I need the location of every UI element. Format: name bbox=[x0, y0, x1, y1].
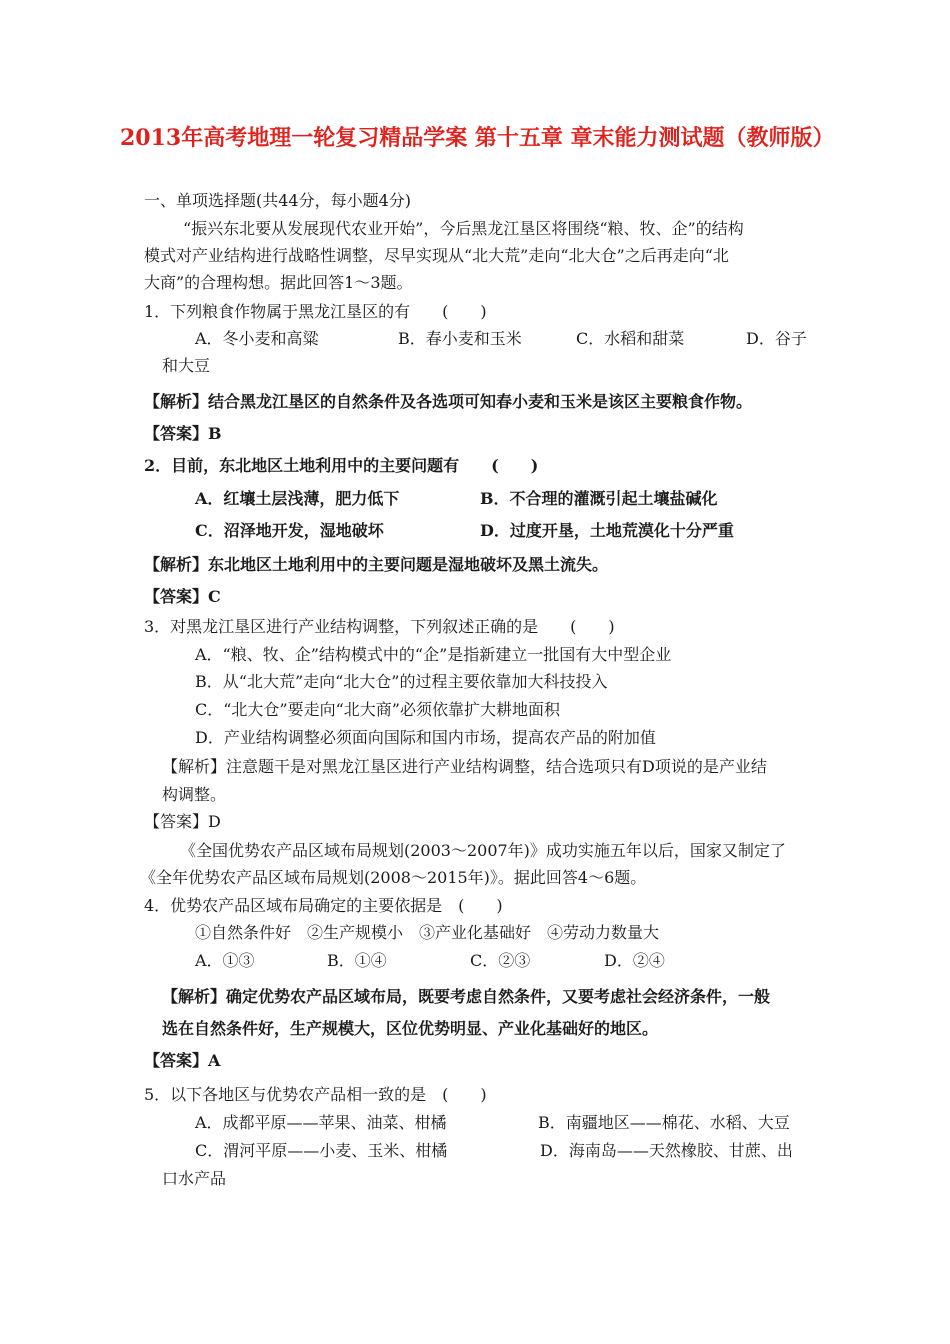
q2-option-b: B．不合理的灌溉引起土壤盐碱化 bbox=[480, 489, 718, 508]
q5-stem: 5．以下各地区与优势农产品相一致的是 ( ) bbox=[144, 1085, 487, 1104]
q1-option-d: D．谷子 bbox=[746, 329, 807, 348]
q3-analysis-line2: 构调整。 bbox=[162, 785, 227, 804]
q2-answer: 【答案】C bbox=[144, 587, 221, 606]
q3-option-d: D．产业结构调整必须面向国际和国内市场，提高农产品的附加值 bbox=[195, 728, 656, 747]
q3-stem: 3．对黑龙江垦区进行产业结构调整，下列叙述正确的是 ( ) bbox=[144, 617, 615, 636]
q3-analysis-line1: 【解析】注意题干是对黑龙江垦区进行产业结构调整，结合选项只有D项说的是产业结 bbox=[162, 757, 767, 776]
q4-items: ①自然条件好 ②生产规模小 ③产业化基础好 ④劳动力数量大 bbox=[195, 923, 660, 942]
document-title: 2013年高考地理一轮复习精品学案 第十五章 章末能力测试题（教师版） bbox=[120, 125, 835, 151]
q4-answer: 【答案】A bbox=[144, 1051, 221, 1070]
intro1-line2: 模式对产业结构进行战略性调整，尽早实现从“北大荒”走向“北大仓”之后再走向“北 bbox=[144, 246, 729, 265]
q2-option-d: D．过度开垦，土地荒漠化十分严重 bbox=[480, 521, 734, 540]
q4-option-a: A．①③ bbox=[195, 951, 255, 970]
q3-option-c: C．“北大仓”要走向“北大商”必须依靠扩大耕地面积 bbox=[195, 700, 560, 719]
q4-analysis-line1: 【解析】确定优势农产品区域布局，既要考虑自然条件，又要考虑社会经济条件，一般 bbox=[162, 987, 771, 1006]
q3-answer: 【答案】D bbox=[144, 812, 221, 831]
intro1-line1: “振兴东北要从发展现代农业开始”，今后黑龙江垦区将围绕“粮、牧、企”的结构 bbox=[183, 219, 744, 238]
intro2-line1: 《全国优势农产品区域布局规划(2003～2007年)》成功实施五年以后，国家又制定了 bbox=[180, 841, 786, 860]
q5-option-d: D．海南岛——天然橡胶、甘蔗、出 bbox=[540, 1141, 793, 1160]
q2-analysis: 【解析】东北地区土地利用中的主要问题是湿地破坏及黑土流失。 bbox=[144, 555, 609, 574]
q4-option-c: C．②③ bbox=[470, 951, 531, 970]
q5-option-a: A．成都平原——苹果、油菜、柑橘 bbox=[195, 1113, 447, 1132]
q4-option-b: B．①④ bbox=[327, 951, 387, 970]
q1-option-a: A．冬小麦和高粱 bbox=[195, 329, 319, 348]
q1-option-b: B．春小麦和玉米 bbox=[398, 329, 522, 348]
q3-option-b: B．从“北大荒”走向“北大仓”的过程主要依靠加大科技投入 bbox=[195, 672, 608, 691]
q3-option-a: A．“粮、牧、企”结构模式中的“企”是指新建立一批国有大中型企业 bbox=[195, 645, 672, 664]
q2-stem: 2．目前，东北地区土地利用中的主要问题有 ( ) bbox=[144, 456, 539, 475]
q2-option-a: A．红壤土层浅薄，肥力低下 bbox=[195, 489, 400, 508]
q4-analysis-line2: 选在自然条件好，生产规模大，区位优势明显、产业化基础好的地区。 bbox=[162, 1019, 659, 1038]
q1-stem: 1．下列粮食作物属于黑龙江垦区的有 ( ) bbox=[144, 302, 487, 321]
q1-option-d-cont: 和大豆 bbox=[162, 356, 211, 375]
q5-option-c: C．渭河平原——小麦、玉米、柑橘 bbox=[195, 1141, 448, 1160]
q5-option-b: B．南疆地区——棉花、水稻、大豆 bbox=[538, 1113, 790, 1132]
q2-option-c: C．沼泽地开发，湿地破坏 bbox=[195, 521, 384, 540]
section-heading: 一、单项选择题(共44分，每小题4分) bbox=[144, 191, 412, 210]
intro1-line3: 大商”的合理构想。据此回答1～3题。 bbox=[144, 273, 413, 292]
intro2-line2: 《全年优势农产品区域布局规划(2008～2015年)》。据此回答4～6题。 bbox=[140, 868, 647, 887]
q4-stem: 4．优势农产品区域布局确定的主要依据是 ( ) bbox=[144, 896, 503, 915]
q1-answer: 【答案】B bbox=[144, 424, 222, 443]
q5-option-d-cont: 口水产品 bbox=[162, 1169, 227, 1188]
q1-analysis: 【解析】结合黑龙江垦区的自然条件及各选项可知春小麦和玉米是该区主要粮食作物。 bbox=[144, 392, 753, 411]
q1-option-c: C．水稻和甜菜 bbox=[576, 329, 685, 348]
q4-option-d: D．②④ bbox=[604, 951, 665, 970]
